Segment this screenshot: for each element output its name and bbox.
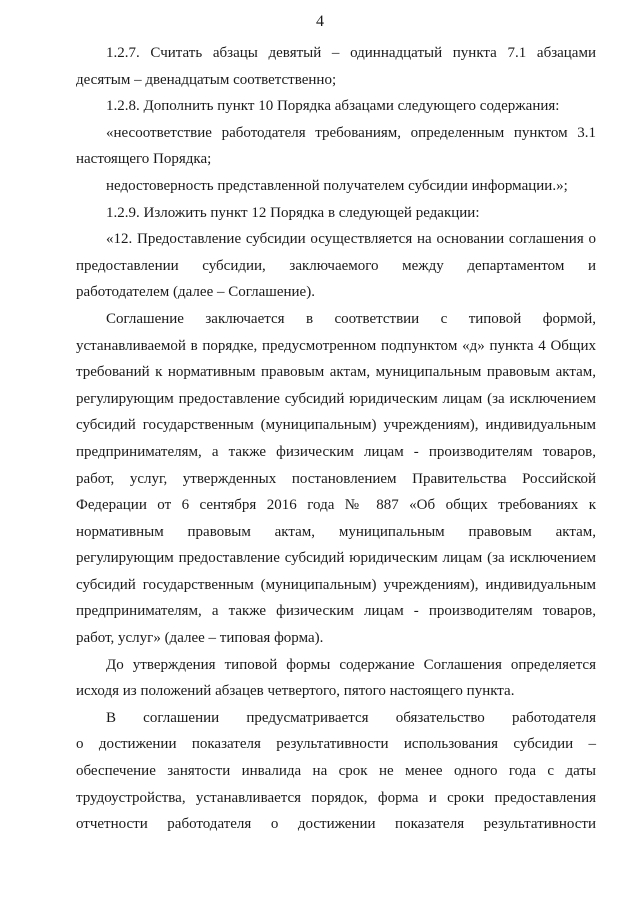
paragraph-12 <box>76 226 596 306</box>
text-line: работ, услуг» (далее – типовая форма). <box>76 630 324 647</box>
page-number: 4 <box>316 13 324 30</box>
text-line: Федерации от 6 сентября 2016 года № 887 «Об общих требованиях к <box>76 497 596 514</box>
document-body <box>76 40 596 838</box>
text-line: «12. Предоставление субсидии осуществляется на основании соглашения о <box>106 231 596 248</box>
text-line: исходя из положений абзацев четвертого, пятого настоящего пункта. <box>76 683 515 700</box>
text-line: До утверждения типовой формы содержание Соглашения определяется <box>106 656 596 673</box>
text-line: субсидий государственным (муниципальным) учреждениям), индивидуальным <box>76 576 596 593</box>
text-line: работодателем (далее – Соглашение). <box>76 284 315 301</box>
text-line: Соглашение заключается в соответствии с типовой формой, <box>106 310 596 327</box>
text-line: обеспечение занятости инвалида на срок не менее одного года с даты <box>76 763 596 780</box>
text-line: устанавливаемой в порядке, предусмотренном подпунктом «д» пункта 4 Общих <box>76 337 596 354</box>
text-line: предпринимателям, а также физическим лицам - производителям товаров, <box>76 443 596 460</box>
text-line: В соглашении предусматривается обязательство работодателя <box>106 709 596 726</box>
paragraph-nesootvetstvie <box>76 120 596 173</box>
text-line: предоставлении субсидии, заключаемого между департаментом и <box>76 257 596 274</box>
text-line: недостоверность представленной получателем субсидии информации.»; <box>106 177 568 194</box>
text-line: регулирующим предоставление субсидий юридическим лицам (за исключением <box>76 550 596 567</box>
text-line: требований к нормативным правовым актам, муниципальным правовым актам, <box>76 364 596 381</box>
paragraph-nedostovernost <box>76 173 596 200</box>
text-line: настоящего Порядка; <box>76 151 212 168</box>
text-line: «несоответствие работодателя требованиям, определенным пунктом 3.1 <box>106 124 596 141</box>
text-line: десятым – двенадцатым соответственно; <box>76 71 337 88</box>
text-line: 1.2.7. Считать абзацы девятый – одиннадцатый пункта 7.1 абзацами <box>106 45 596 61</box>
paragraph-v-soglashenii <box>76 705 596 838</box>
paragraph-soglashenie <box>76 306 596 652</box>
text-line: 1.2.8. Дополнить пункт 10 Порядка абзацами следующего содержания: <box>106 98 560 115</box>
paragraph-do-utverzhdeniya <box>76 652 596 705</box>
paragraph-1-2-7 <box>76 40 596 93</box>
paragraph-1-2-8 <box>76 93 596 120</box>
text-line: работ, услуг, утвержденных постановлением Правительства Российской <box>76 470 596 487</box>
text-line: предпринимателям, а также физическим лицам - производителям товаров, <box>76 603 596 620</box>
text-line: субсидий государственным (муниципальным) учреждениям), индивидуальным <box>76 417 596 434</box>
text-line: нормативным правовым актам, муниципальным правовым актам, <box>76 523 596 540</box>
text-line: регулирующим предоставление субсидий юридическим лицам (за исключением <box>76 390 596 407</box>
paragraph-1-2-9 <box>76 200 596 227</box>
text-line: трудоустройства, устанавливается порядок, форма и сроки предоставления <box>76 789 596 806</box>
text-line: о достижении показателя результативности использования субсидии – <box>76 736 596 753</box>
text-line: 1.2.9. Изложить пункт 12 Порядка в следующей редакции: <box>106 204 480 221</box>
text-line: отчетности работодателя о достижении показателя результативности <box>76 816 596 833</box>
